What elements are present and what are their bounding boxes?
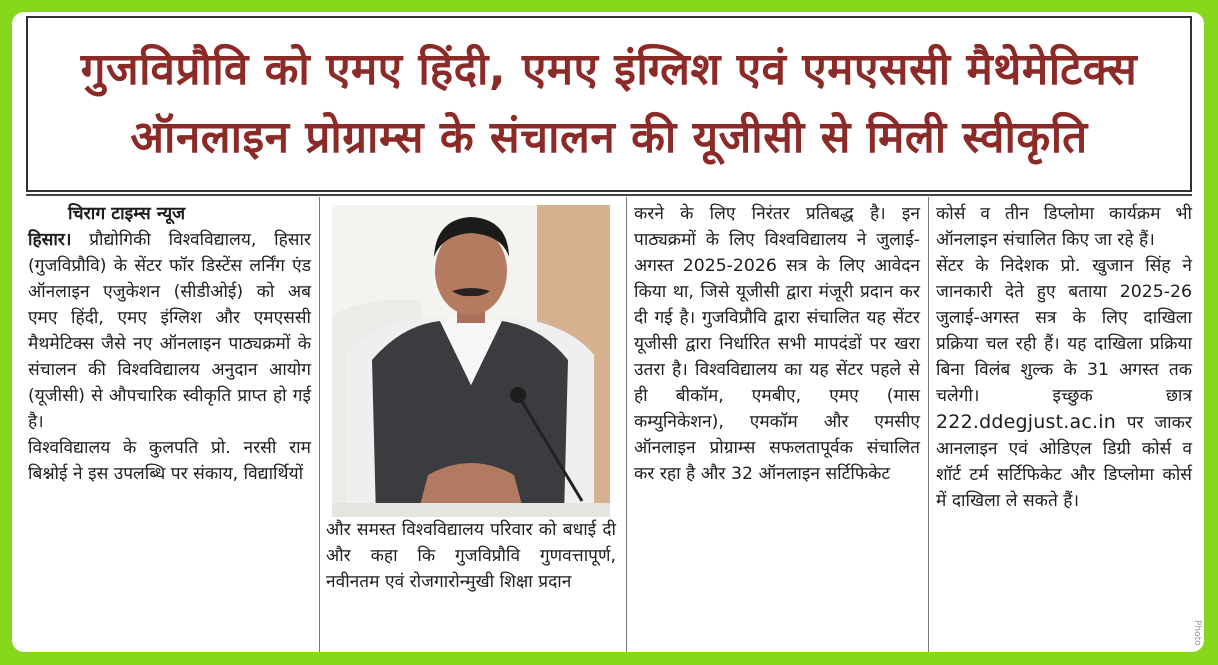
paragraph: करने के लिए निरंतर प्रतिबद्ध है। इन पाठ्यक्रमों के लिए विश्वविद्यालय ने जुलाई-अगस्त 2025-2026 सत्र के लिए आवेदन किया था, जिसे यूजीसी द्वारा मंजूरी प्रदान कर दी गई है। गुजविप्रौवि द्वारा संचालित यह सेंटर यूजीसी द्वारा निर्धारित सभी मापदंडों पर खरा उतरा है। विश्वविद्यालय का यह सेंटर पहले से ही बीकॉम, एमबीए, एमए (मास कम्युनिकेशन), एमकॉम और एमसीए ऑनलाइन प्रोग्राम्स सफलतापूर्वक संचालित कर रहा है और 32 ऑनलाइन सर्टिफिकेट (634, 204, 920, 484)
paragraph-text: पर जाकर आनलाइन एवं ओडिएल डिग्री कोर्स व शॉर्ट टर्म सर्टिफिकेट और डिप्लोमा कोर्स में दाखिला ले सकते हैं। (936, 413, 1192, 511)
column-divider (626, 197, 627, 652)
website-url: 222.ddegjust.ac.in (936, 411, 1116, 433)
photo-vice-chancellor (332, 205, 610, 517)
paragraph (936, 253, 1192, 514)
dateline: हिसार। (28, 230, 72, 250)
paragraph-text: सेंटर के निदेशक प्रो. खुजान सिंह ने जानकारी देते हुए बताया 2025-26 जुलाई-अगस्त सत्र के लिए दाखिला प्रक्रिया चल रही हैं। यह दाखिला प्रक्रिया बिना विलंब शुल्क के 31 अगस्त तक चलेगी। इच्छुक छात्र (936, 256, 1192, 406)
column-1 (28, 201, 311, 487)
column-divider (319, 197, 320, 652)
divider (26, 194, 1192, 196)
column-3 (634, 201, 920, 487)
paragraph (28, 227, 311, 435)
portrait-photo (332, 205, 610, 517)
newspaper-clipping (12, 12, 1204, 652)
paragraph: और समस्त विश्वविद्यालय परिवार को बधाई दी और कहा कि गुजविप्रौवि गुणवत्तापूर्ण, नवीनतम एवं रोजगारोन्मुखी शिक्षा प्रदान (326, 520, 616, 592)
scan-watermark: Photo (1192, 620, 1202, 646)
headline-line-2: ऑनलाइन प्रोग्राम्स के संचालन की यूजीसी से मिली स्वीकृति (130, 112, 1088, 163)
paragraph: विश्वविद्यालय के कुलपति प्रो. नरसी राम बिश्नोई ने इस उपलब्धि पर संकाय, विद्यार्थियों (28, 438, 311, 484)
article-body (26, 197, 1192, 652)
column-4 (936, 201, 1192, 514)
paragraph: कोर्स व तीन डिप्लोमा कार्यक्रम भी ऑनलाइन संचालित किए जा रहे हैं। (936, 204, 1192, 250)
paragraph-text: प्रौद्योगिकी विश्वविद्यालय, हिसार (गुजविप्रौवि) के सेंटर फॉर डिस्टेंस लर्निंग एंड ऑनलाइन एजुकेशन (सीडीओई) को अब एमए हिंदी, एमए इंग्लिश और एमएससी मैथमेटिक्स जैसे नए ऑनलाइन पाठ्यक्रमों के संचालन की विश्वविद्यालय अनुदान आयोग (यूजीसी) से औपचारिक स्वीकृति प्राप्त हो गई है। (28, 230, 311, 432)
headline-line-1: गुजविप्रौवि को एमए हिंदी, एमए इंग्लिश एवं एमएससी मैथेमेटिक्स (80, 44, 1138, 95)
column-2 (326, 517, 616, 595)
headline-box (26, 16, 1192, 192)
column-divider (928, 197, 929, 652)
byline: चिराग टाइम्स न्यूज (68, 204, 186, 224)
